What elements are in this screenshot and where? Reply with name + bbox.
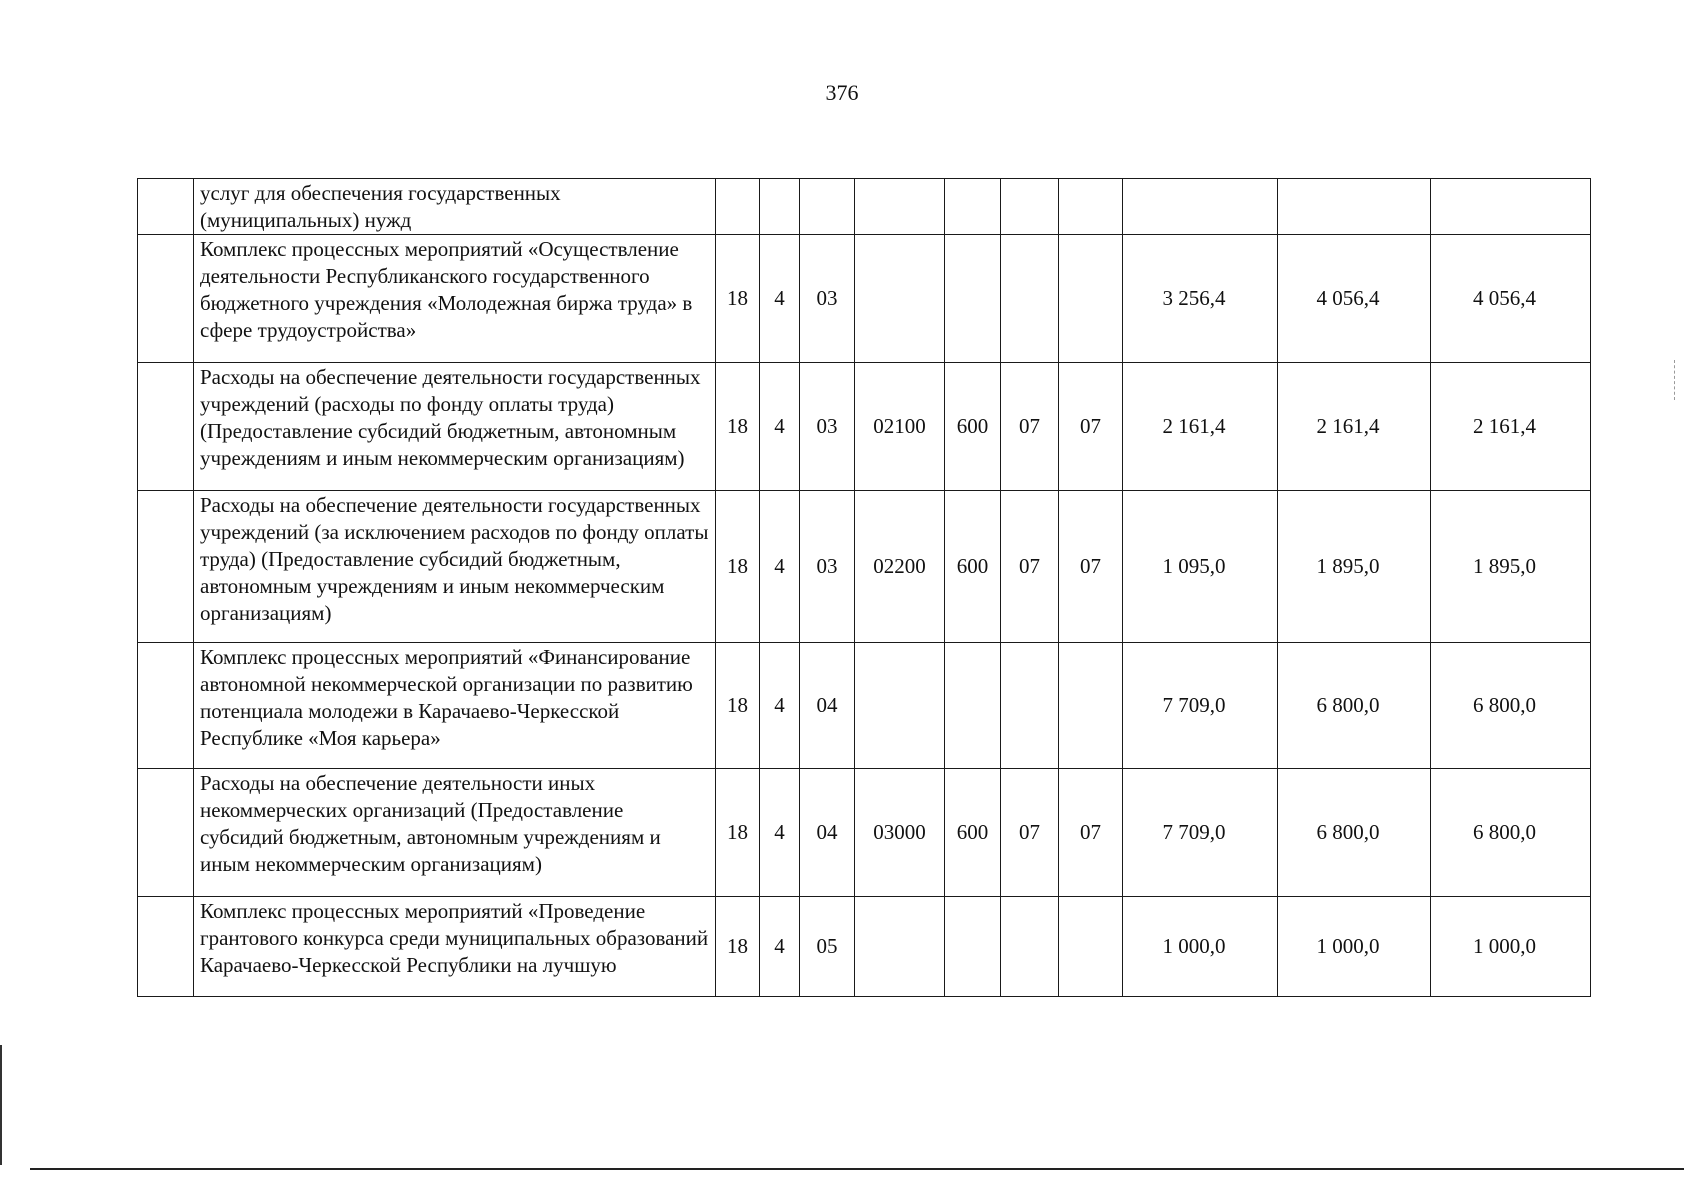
amount-year3-cell: 4 056,4 bbox=[1431, 235, 1591, 363]
page-number: 376 bbox=[825, 80, 859, 105]
amount-year1-cell bbox=[1123, 179, 1278, 235]
code-target-cell bbox=[855, 897, 945, 997]
code-target-cell: 03000 bbox=[855, 769, 945, 897]
code-program-cell: 4 bbox=[760, 769, 800, 897]
row-number-cell bbox=[138, 363, 194, 491]
table-row bbox=[138, 179, 1591, 235]
amount-year1-cell: 2 161,4 bbox=[1123, 363, 1278, 491]
amount-year2-cell: 2 161,4 bbox=[1278, 363, 1431, 491]
code-program-cell: 4 bbox=[760, 363, 800, 491]
code-admin-cell bbox=[716, 179, 760, 235]
code-subprogram-cell: 04 bbox=[800, 643, 855, 769]
amount-year2-cell: 1 000,0 bbox=[1278, 897, 1431, 997]
code-program-cell: 4 bbox=[760, 235, 800, 363]
amount-year1-cell: 1 095,0 bbox=[1123, 491, 1278, 643]
description-cell: Комплекс процессных мероприятий «Проведение грантового конкурса среди муниципальных образований Карачаево-Черкесской Республики на лучшую bbox=[194, 897, 716, 997]
code-expense-type-cell bbox=[945, 643, 1001, 769]
code-section-cell: 07 bbox=[1001, 769, 1059, 897]
code-target-cell bbox=[855, 643, 945, 769]
code-target-cell bbox=[855, 235, 945, 363]
amount-year3-cell: 6 800,0 bbox=[1431, 769, 1591, 897]
description-cell: Расходы на обеспечение деятельности государственных учреждений (за исключением расходов по фонду оплаты труда) (Предоставление субсидий бюджетным, автономным учреждениям и иным некоммерческим организациям) bbox=[194, 491, 716, 643]
amount-year1-cell: 7 709,0 bbox=[1123, 769, 1278, 897]
row-number-cell bbox=[138, 179, 194, 235]
code-expense-type-cell bbox=[945, 235, 1001, 363]
code-admin-cell: 18 bbox=[716, 643, 760, 769]
code-section-cell bbox=[1001, 897, 1059, 997]
code-expense-type-cell: 600 bbox=[945, 363, 1001, 491]
code-admin-cell: 18 bbox=[716, 769, 760, 897]
code-subsection-cell bbox=[1059, 179, 1123, 235]
description-cell: Комплекс процессных мероприятий «Финансирование автономной некоммерческой организации по развитию потенциала молодежи в Карачаево-Черкесской Республике «Моя карьера» bbox=[194, 643, 716, 769]
code-section-cell bbox=[1001, 179, 1059, 235]
code-program-cell: 4 bbox=[760, 897, 800, 997]
code-subsection-cell bbox=[1059, 643, 1123, 769]
code-subsection-cell bbox=[1059, 897, 1123, 997]
code-admin-cell: 18 bbox=[716, 897, 760, 997]
code-subprogram-cell: 03 bbox=[800, 363, 855, 491]
code-target-cell bbox=[855, 179, 945, 235]
table-row bbox=[138, 235, 1591, 363]
description-cell: Комплекс процессных мероприятий «Осуществление деятельности Республиканского государственного бюджетного учреждения «Молодежная биржа труда» в сфере трудоустройства» bbox=[194, 235, 716, 363]
amount-year2-cell bbox=[1278, 179, 1431, 235]
budget-table bbox=[137, 178, 1591, 997]
code-section-cell bbox=[1001, 643, 1059, 769]
row-number-cell bbox=[138, 643, 194, 769]
code-expense-type-cell: 600 bbox=[945, 491, 1001, 643]
bottom-rule bbox=[30, 1168, 1684, 1170]
amount-year3-cell: 1 895,0 bbox=[1431, 491, 1591, 643]
code-section-cell bbox=[1001, 235, 1059, 363]
code-section-cell: 07 bbox=[1001, 491, 1059, 643]
code-subprogram-cell: 03 bbox=[800, 235, 855, 363]
code-expense-type-cell: 600 bbox=[945, 769, 1001, 897]
row-number-cell bbox=[138, 897, 194, 997]
table-row bbox=[138, 491, 1591, 643]
code-program-cell: 4 bbox=[760, 491, 800, 643]
amount-year1-cell: 3 256,4 bbox=[1123, 235, 1278, 363]
code-admin-cell: 18 bbox=[716, 235, 760, 363]
amount-year3-cell: 1 000,0 bbox=[1431, 897, 1591, 997]
description-cell: Расходы на обеспечение деятельности государственных учреждений (расходы по фонду оплаты труда) (Предоставление субсидий бюджетным, автономным учреждениям и иным некоммерческим организациям) bbox=[194, 363, 716, 491]
amount-year3-cell bbox=[1431, 179, 1591, 235]
code-subprogram-cell: 03 bbox=[800, 491, 855, 643]
row-number-cell bbox=[138, 769, 194, 897]
code-expense-type-cell bbox=[945, 179, 1001, 235]
code-expense-type-cell bbox=[945, 897, 1001, 997]
table-row bbox=[138, 897, 1591, 997]
amount-year2-cell: 6 800,0 bbox=[1278, 643, 1431, 769]
row-number-cell bbox=[138, 491, 194, 643]
description-cell: услуг для обеспечения государственных (муниципальных) нужд bbox=[194, 179, 716, 235]
code-section-cell: 07 bbox=[1001, 363, 1059, 491]
amount-year3-cell: 2 161,4 bbox=[1431, 363, 1591, 491]
code-target-cell: 02200 bbox=[855, 491, 945, 643]
code-subsection-cell: 07 bbox=[1059, 363, 1123, 491]
code-subprogram-cell bbox=[800, 179, 855, 235]
description-cell: Расходы на обеспечение деятельности иных некоммерческих организаций (Предоставление субсидий бюджетным, автономным учреждениям и иным некоммерческим организациям) bbox=[194, 769, 716, 897]
scan-mark bbox=[1674, 360, 1676, 400]
code-target-cell: 02100 bbox=[855, 363, 945, 491]
code-subsection-cell: 07 bbox=[1059, 769, 1123, 897]
code-admin-cell: 18 bbox=[716, 491, 760, 643]
table-body bbox=[138, 179, 1591, 997]
table-row bbox=[138, 769, 1591, 897]
code-program-cell: 4 bbox=[760, 643, 800, 769]
amount-year2-cell: 1 895,0 bbox=[1278, 491, 1431, 643]
amount-year1-cell: 1 000,0 bbox=[1123, 897, 1278, 997]
amount-year3-cell: 6 800,0 bbox=[1431, 643, 1591, 769]
page-edge bbox=[0, 1045, 2, 1165]
code-subprogram-cell: 04 bbox=[800, 769, 855, 897]
code-admin-cell: 18 bbox=[716, 363, 760, 491]
code-subsection-cell bbox=[1059, 235, 1123, 363]
code-subprogram-cell: 05 bbox=[800, 897, 855, 997]
row-number-cell bbox=[138, 235, 194, 363]
table-row bbox=[138, 363, 1591, 491]
amount-year2-cell: 4 056,4 bbox=[1278, 235, 1431, 363]
code-program-cell bbox=[760, 179, 800, 235]
amount-year2-cell: 6 800,0 bbox=[1278, 769, 1431, 897]
amount-year1-cell: 7 709,0 bbox=[1123, 643, 1278, 769]
table-row bbox=[138, 643, 1591, 769]
code-subsection-cell: 07 bbox=[1059, 491, 1123, 643]
